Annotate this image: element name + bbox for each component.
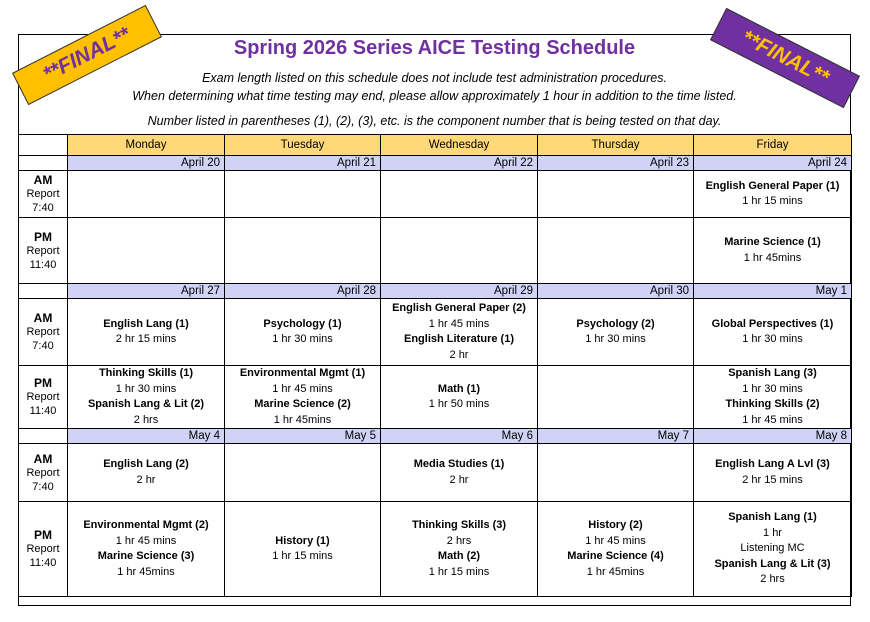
slot-time: 7:40 xyxy=(32,340,54,352)
exam-cell xyxy=(381,218,538,284)
exam-cell xyxy=(381,444,538,502)
corner-cell xyxy=(19,135,68,156)
exam-duration: 1 hr 45 mins xyxy=(428,317,490,330)
exam-name: History (2) xyxy=(588,519,643,531)
pm-slot-label xyxy=(19,366,68,429)
day-header: Thursday xyxy=(538,135,694,156)
exam-duration: 2 hr 15 mins xyxy=(115,333,177,345)
exam-name: English Literature (1) xyxy=(403,333,515,345)
exam-duration: 2 hrs xyxy=(133,413,159,426)
exam-cell xyxy=(68,366,225,429)
note-exam-length: Exam length listed on this schedule does not include test administration procedures. xyxy=(202,71,667,85)
slot-report: Report xyxy=(26,244,60,257)
exam-name: History (1) xyxy=(275,534,330,547)
exam-name: Spanish Lang (3) xyxy=(728,367,817,379)
date-cell: April 20 xyxy=(68,156,225,171)
slot-name: PM xyxy=(34,376,52,390)
exam-duration: 1 hr 45mins xyxy=(586,565,645,578)
slot-time: 11:40 xyxy=(29,557,57,569)
exam-name: Thinking Skills (2) xyxy=(725,398,820,410)
slot-report: Report xyxy=(26,543,60,555)
exam-name: Psychology (1) xyxy=(263,317,342,330)
exam-name: Thinking Skills (1) xyxy=(98,367,194,379)
exam-duration: 1 hr 45 mins xyxy=(742,413,803,426)
note-end-time: When determining what time testing may end, please allow approximately 1 hour in addition to the time listed. xyxy=(132,89,737,103)
am-slot-label xyxy=(19,444,68,502)
exam-cell xyxy=(694,366,852,429)
slot-time: 7:40 xyxy=(32,202,54,214)
exam-cell xyxy=(538,366,694,429)
exam-cell xyxy=(694,502,852,597)
exam-cell xyxy=(694,218,852,284)
final-stamp-left: **FINAL** xyxy=(12,5,162,105)
exam-cell xyxy=(68,299,225,366)
exam-cell xyxy=(538,299,694,366)
exam-cell xyxy=(381,171,538,218)
exam-name: Media Studies (1) xyxy=(413,458,505,470)
exam-duration: 1 hr 50 mins xyxy=(428,398,490,410)
day-header: Tuesday xyxy=(225,135,381,156)
exam-duration: 1 hr 30 mins xyxy=(585,333,646,345)
date-cell: May 6 xyxy=(381,429,538,444)
slot-name: PM xyxy=(34,229,52,244)
exam-name: Marine Science (3) xyxy=(97,550,195,562)
note-component-number: Number listed in parentheses (1), (2), (3), etc. is the component number that is being tested on that day. xyxy=(147,114,722,128)
am-slot-label xyxy=(19,299,68,366)
exam-cell xyxy=(225,502,381,597)
date-cell: May 4 xyxy=(68,429,225,444)
exam-duration: 1 hr 15 mins xyxy=(742,195,803,207)
date-row-spacer xyxy=(19,429,68,444)
exam-name: English Lang (1) xyxy=(103,317,189,330)
am-slot-label xyxy=(19,171,68,218)
exam-duration: 1 hr xyxy=(763,526,782,539)
date-cell: May 8 xyxy=(694,429,852,444)
exam-duration: 2 hr 15 mins xyxy=(742,473,803,486)
exam-note: Listening MC xyxy=(740,542,805,555)
exam-name: English General Paper (2) xyxy=(392,302,526,314)
date-row xyxy=(19,429,852,444)
slot-name: PM xyxy=(34,528,52,542)
exam-cell xyxy=(225,299,381,366)
slot-report: Report xyxy=(26,188,60,200)
slot-name: AM xyxy=(33,311,53,325)
exam-cell xyxy=(538,218,694,284)
page-title: Spring 2026 Series AICE Testing Schedule xyxy=(233,37,636,59)
pm-row xyxy=(19,502,852,597)
exam-duration: 2 hrs xyxy=(446,534,472,547)
exam-cell xyxy=(225,444,381,502)
date-cell: May 1 xyxy=(694,284,852,299)
exam-duration: 1 hr 45mins xyxy=(273,413,332,426)
exam-name: English General Paper (1) xyxy=(705,179,840,192)
date-cell: April 27 xyxy=(68,284,225,299)
slot-time: 11:40 xyxy=(29,405,57,417)
exam-cell xyxy=(68,502,225,597)
day-header: Monday xyxy=(68,135,225,156)
exam-cell xyxy=(381,366,538,429)
exam-name: Global Perspectives (1) xyxy=(711,317,834,330)
date-row-spacer xyxy=(19,156,68,171)
schedule-table xyxy=(18,134,852,597)
date-cell: April 22 xyxy=(381,156,538,171)
date-cell: May 7 xyxy=(538,429,694,444)
date-cell: April 23 xyxy=(538,156,694,171)
exam-name: Math (1) xyxy=(437,382,481,395)
exam-cell xyxy=(538,444,694,502)
exam-cell xyxy=(68,444,225,502)
exam-duration: 2 hr xyxy=(136,473,156,486)
exam-name: English Lang A Lvl (3) xyxy=(715,458,830,470)
slot-report: Report xyxy=(26,391,60,403)
exam-duration: 1 hr 45mins xyxy=(743,251,802,264)
exam-duration: 2 hr xyxy=(449,348,469,361)
exam-name: Spanish Lang (1) xyxy=(728,511,817,524)
date-cell: April 30 xyxy=(538,284,694,299)
exam-cell xyxy=(538,171,694,218)
am-row xyxy=(19,444,852,502)
date-row xyxy=(19,156,852,171)
exam-name: Marine Science (1) xyxy=(724,236,821,248)
exam-cell xyxy=(225,366,381,429)
slot-time: 11:40 xyxy=(29,258,57,271)
exam-duration: 1 hr 15 mins xyxy=(428,565,490,578)
slot-name: AM xyxy=(33,451,53,466)
date-cell: April 28 xyxy=(225,284,381,299)
exam-cell xyxy=(225,218,381,284)
exam-duration: 1 hr 30 mins xyxy=(742,382,803,395)
exam-cell xyxy=(68,218,225,284)
date-cell: April 24 xyxy=(694,156,852,171)
final-stamp-right: **FINAL** xyxy=(710,8,860,108)
slot-report: Report xyxy=(26,466,60,479)
exam-cell xyxy=(694,299,852,366)
exam-name: Math (2) xyxy=(437,550,481,562)
exam-name: Spanish Lang & Lit (2) xyxy=(87,398,205,410)
exam-cell xyxy=(68,171,225,218)
exam-cell xyxy=(694,171,852,218)
slot-name: AM xyxy=(33,173,53,187)
exam-duration: 1 hr 45 mins xyxy=(585,534,646,547)
pm-slot-label xyxy=(19,502,68,597)
exam-name: Marine Science (2) xyxy=(254,398,351,410)
slot-report: Report xyxy=(26,326,60,338)
am-row xyxy=(19,299,852,366)
exam-name: Environmental Mgmt (1) xyxy=(239,367,366,379)
exam-duration: 1 hr 45 mins xyxy=(115,534,177,547)
exam-duration: 2 hrs xyxy=(760,573,785,586)
date-row-spacer xyxy=(19,284,68,299)
day-header: Friday xyxy=(694,135,852,156)
date-cell: May 5 xyxy=(225,429,381,444)
exam-name: Marine Science (4) xyxy=(567,550,664,562)
exam-duration: 2 hr xyxy=(449,473,469,486)
exam-duration: 1 hr 45 mins xyxy=(272,382,333,395)
date-row xyxy=(19,284,852,299)
exam-cell xyxy=(381,299,538,366)
exam-duration: 1 hr 30 mins xyxy=(272,333,333,345)
exam-name: Environmental Mgmt (2) xyxy=(83,519,209,531)
date-cell: April 29 xyxy=(381,284,538,299)
exam-name: Thinking Skills (3) xyxy=(411,519,507,531)
exam-name: Psychology (2) xyxy=(576,317,655,330)
day-header-row xyxy=(19,135,852,156)
pm-row xyxy=(19,366,852,429)
exam-duration: 1 hr 15 mins xyxy=(272,550,333,562)
exam-name: Spanish Lang & Lit (3) xyxy=(714,557,831,570)
exam-duration: 1 hr 30 mins xyxy=(742,333,803,345)
date-cell: April 21 xyxy=(225,156,381,171)
slot-time: 7:40 xyxy=(32,480,54,493)
exam-cell xyxy=(538,502,694,597)
pm-row xyxy=(19,218,852,284)
exam-cell xyxy=(225,171,381,218)
am-row xyxy=(19,171,852,218)
exam-duration: 1 hr 45mins xyxy=(117,565,175,578)
day-header: Wednesday xyxy=(381,135,538,156)
exam-cell xyxy=(381,502,538,597)
schedule-sheet xyxy=(18,34,851,606)
pm-slot-label xyxy=(19,218,68,284)
exam-name: English Lang (2) xyxy=(103,458,189,470)
exam-duration: 1 hr 30 mins xyxy=(115,382,177,395)
exam-cell xyxy=(694,444,852,502)
